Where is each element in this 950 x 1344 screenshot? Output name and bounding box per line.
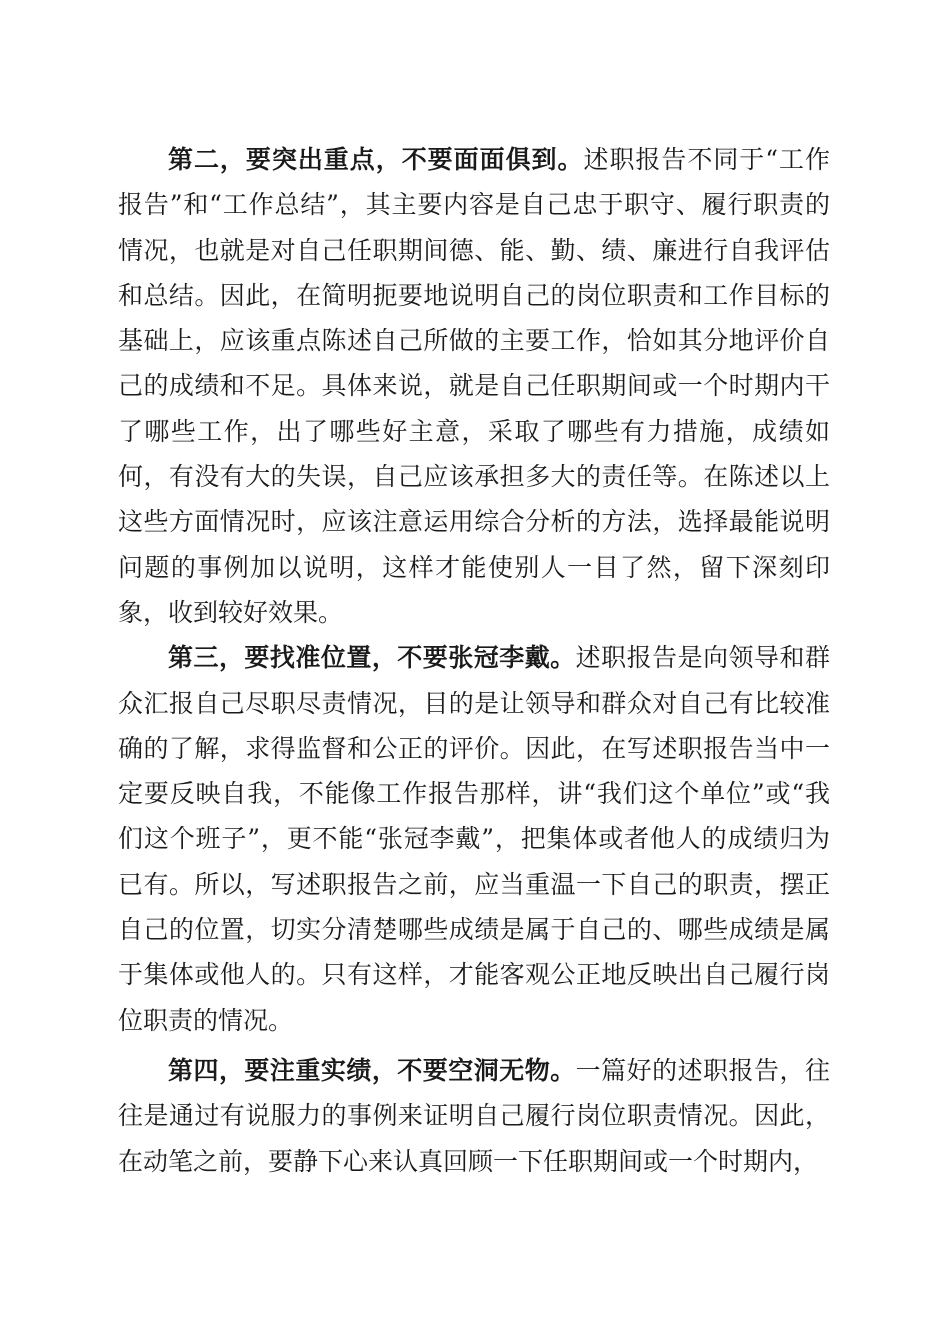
paragraph-text: 一篇好的述职报告，往往是通过有说服力的事例来证明自己履行岗位职责情况。因此，在动笔之前，要静下心来认真回顾一下任职期间或一个时期内，	[118, 1055, 830, 1176]
paragraph-heading: 第二，要突出重点，不要面面俱到。	[168, 145, 584, 174]
paragraph-heading: 第三，要找准位置，不要张冠李戴。	[168, 643, 576, 673]
paragraph-focus-results	[118, 1048, 830, 1184]
document-body	[118, 137, 830, 1184]
paragraph-focus-key-points	[118, 137, 830, 635]
paragraph-text: 述职报告是向领导和群众汇报自己尽职尽责情况，目的是让领导和群众对自己有比较准确的了解，求得监督和公正的评价。因此，在写述职报告当中一定要反映自我，不能像工作报告那样，讲“我们这个单位”或“我们这个班子”，更不能“张冠李戴”，把集体或者他人的成绩归为已有。所以，写述职报告之前，应当重温一下自己的职责，摆正自己的位置，切实分清楚哪些成绩是属于自己的、哪些成绩是属于集体或他人的。只有这样，才能客观公正地反映出自己履行岗位职责的情况。	[118, 643, 830, 1035]
paragraph-find-position	[118, 635, 830, 1043]
paragraph-text: 述职报告不同于“工作报告”和“工作总结”，其主要内容是自己忠于职守、履行职责的情况，也就是对自己任职期间德、能、勤、绩、廉进行自我评估和总结。因此，在简明扼要地说明自己的岗位职责和工作目标的基础上，应该重点陈述自己所做的主要工作，恰如其分地评价自己的成绩和不足。具体来说，就是自己任职期间或一个时期内干了哪些工作，出了哪些好主意，采取了哪些有力措施，成绩如何，有没有大的失误，自己应该承担多大的责任等。在陈述以上这些方面情况时，应该注意运用综合分析的方法，选择最能说明问题的事例加以说明，这样才能使别人一目了然，留下深刻印象，收到较好效果。	[118, 145, 830, 627]
paragraph-heading: 第四，要注重实绩，不要空洞无物。	[168, 1055, 576, 1085]
